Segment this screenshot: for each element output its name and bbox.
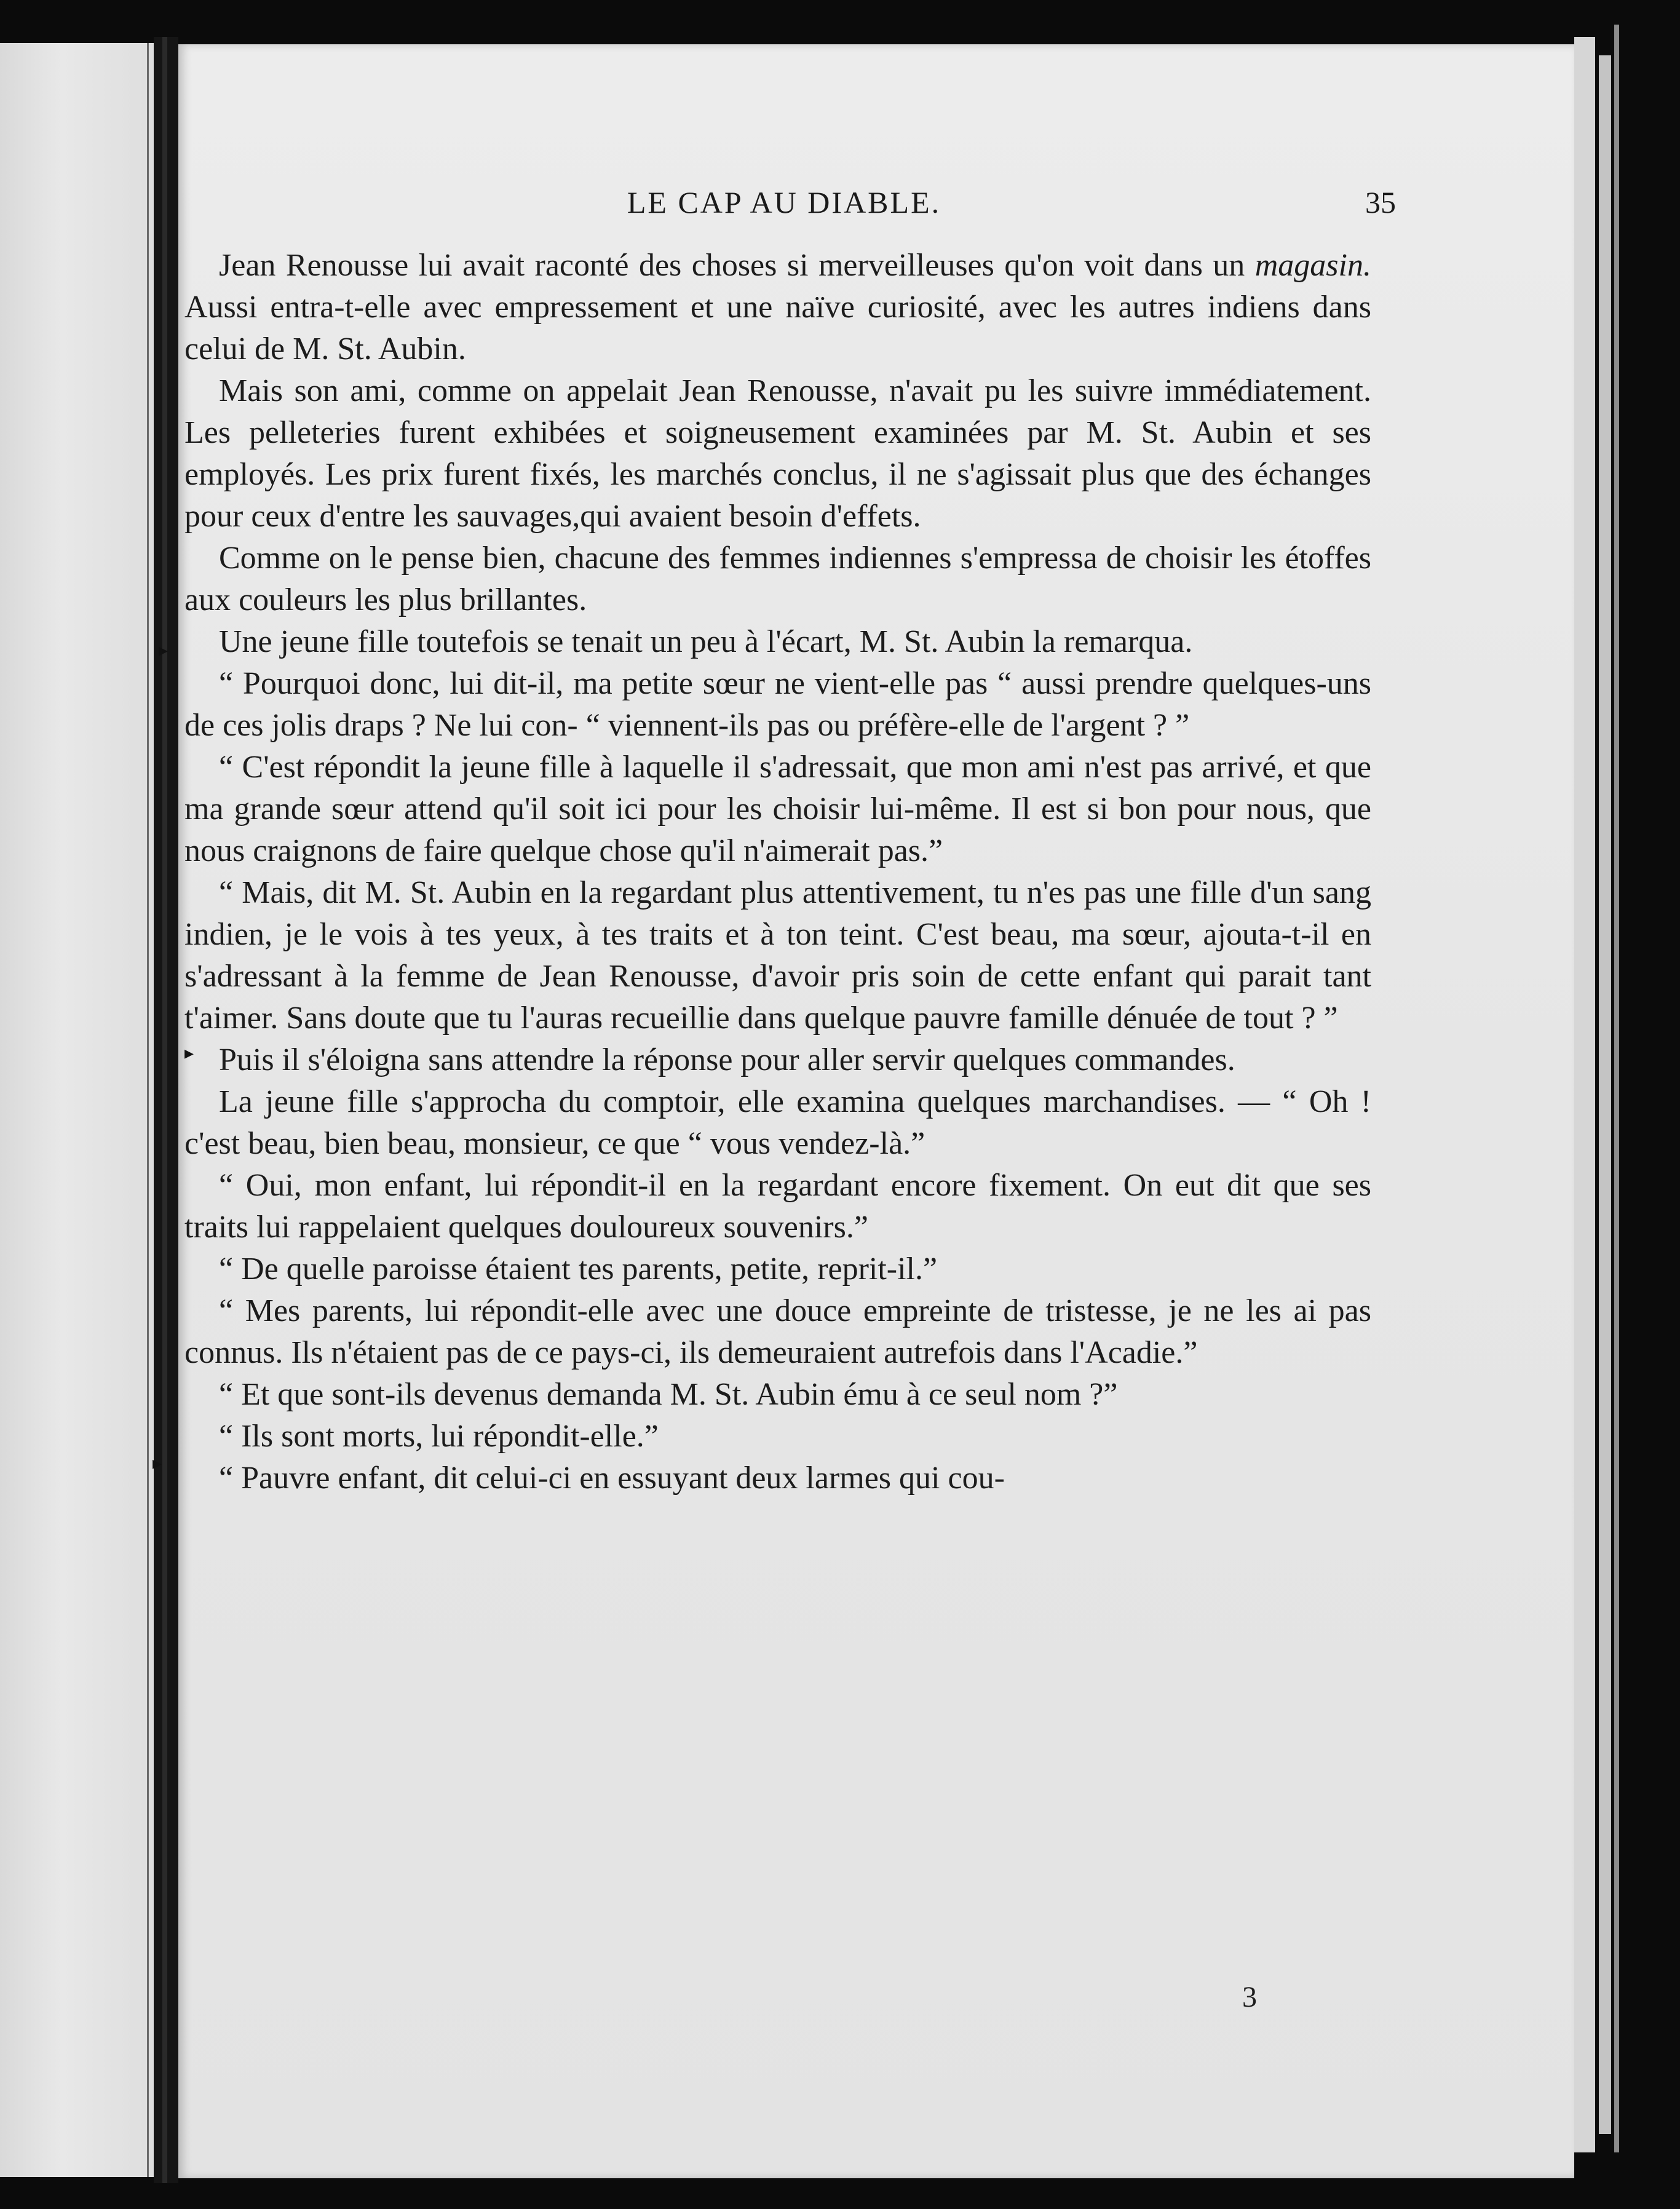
page-number: 35 (1365, 185, 1396, 220)
body-text (184, 245, 1371, 1499)
running-header (184, 184, 1396, 234)
page-stack-edge (1614, 25, 1619, 2152)
paragraph: “ Mais, dit M. St. Aubin en la regardant plus attentivement, tu n'es pas une fille d'un sang indien, je le vois à tes yeux, à tes traits et à ton teint. C'est beau, ma sœur, ajouta-t-il en s'adressant à la femme de Jean Renousse, d'avoir pris soin de cette enfant qui parait tant t'aimer. Sans doute que tu l'auras recueillie dans quelque pauvre famille dénuée de tout ? ” (184, 875, 1371, 1036)
page-stack-edge (1574, 37, 1595, 2152)
book-spine (162, 37, 167, 2183)
paragraph: “ Ils sont morts, lui répondit-elle.” (219, 1419, 659, 1454)
paragraph: “ Mes parents, lui répondit-elle avec une douce empreinte de tristesse, je ne les ai pas connus. Ils n'étaient pas de ce pays-ci, ils demeuraient autrefois dans l'Acadie.” (184, 1293, 1371, 1370)
page-stack-edge (1599, 55, 1611, 2134)
paragraph: “ Pourquoi donc, lui dit-il, ma petite sœur ne vient-elle pas “ aussi prendre quelques-uns de ces jolis draps ? Ne lui con- “ viennent-ils pas ou préfère-elle de l'argent ? ” (184, 666, 1371, 743)
paragraph: “ Pauvre enfant, dit celui-ci en essuyant deux larmes qui cou- (219, 1461, 1005, 1496)
book-gutter (154, 37, 178, 2183)
signature-mark: 3 (1242, 1981, 1257, 2013)
margin-tick-mark: ▸ (153, 1453, 162, 1474)
paragraph: “ Oui, mon enfant, lui répondit-il en la regardant encore fixement. On eut dit que ses traits lui rappelaient quelques douloureux souvenirs.” (184, 1168, 1371, 1245)
paragraph-text: Aussi entra-t-elle avec empressement et une naïve curiosité, avec les autres indiens dans celui de M. St. Aubin. (184, 290, 1371, 367)
paragraph: “ C'est répondit la jeune fille à laquelle il s'adressait, que mon ami n'est pas arrivé, et que ma grande sœur attend qu'il soit ici pour les choisir lui-même. Il est si bon pour nous, que nous craignons de faire quelque chose qu'il n'aimerait pas.” (184, 750, 1371, 868)
margin-tick-mark: ▸ (159, 640, 168, 661)
paragraph: Puis il s'éloigna sans attendre la réponse pour aller servir quelques commandes. (219, 1042, 1235, 1077)
paragraph: Mais son ami, comme on appelait Jean Renousse, n'avait pu les suivre immédiatement. Les pelleteries furent exhibées et soigneusement examinées par M. St. Aubin et ses employés. Les prix furent fixés, les marchés conclus, il ne s'agissait plus que des échanges pour ceux d'entre les sauvages,qui avaient besoin d'effets. (184, 373, 1371, 534)
page-border-rule (147, 43, 149, 2177)
paragraph (184, 245, 1371, 370)
paragraph: “ Et que sont-ils devenus demanda M. St. Aubin ému à ce seul nom ?” (219, 1377, 1118, 1412)
paragraph: La jeune fille s'approcha du comptoir, elle examina quelques marchandises. — “ Oh ! c'est beau, bien beau, monsieur, ce que “ vous vendez-là.” (184, 1084, 1371, 1161)
paragraph: “ De quelle paroisse étaient tes parents, petite, reprit-il.” (219, 1251, 938, 1287)
paragraph: Comme on le pense bien, chacune des femmes indiennes s'empressa de choisir les étoffes aux couleurs les plus brillantes. (184, 541, 1371, 617)
previous-page-edge (0, 43, 154, 2177)
italic-word: magasin. (1254, 248, 1371, 283)
running-title: LE CAP AU DIABLE. (627, 185, 941, 220)
margin-tick-mark: ▸ (184, 1042, 194, 1064)
paragraph: Une jeune fille toutefois se tenait un peu à l'écart, M. St. Aubin la remarqua. (219, 624, 1193, 659)
paragraph-text: Jean Renousse lui avait raconté des choses si merveilleuses qu'on voit dans un (219, 248, 1255, 283)
